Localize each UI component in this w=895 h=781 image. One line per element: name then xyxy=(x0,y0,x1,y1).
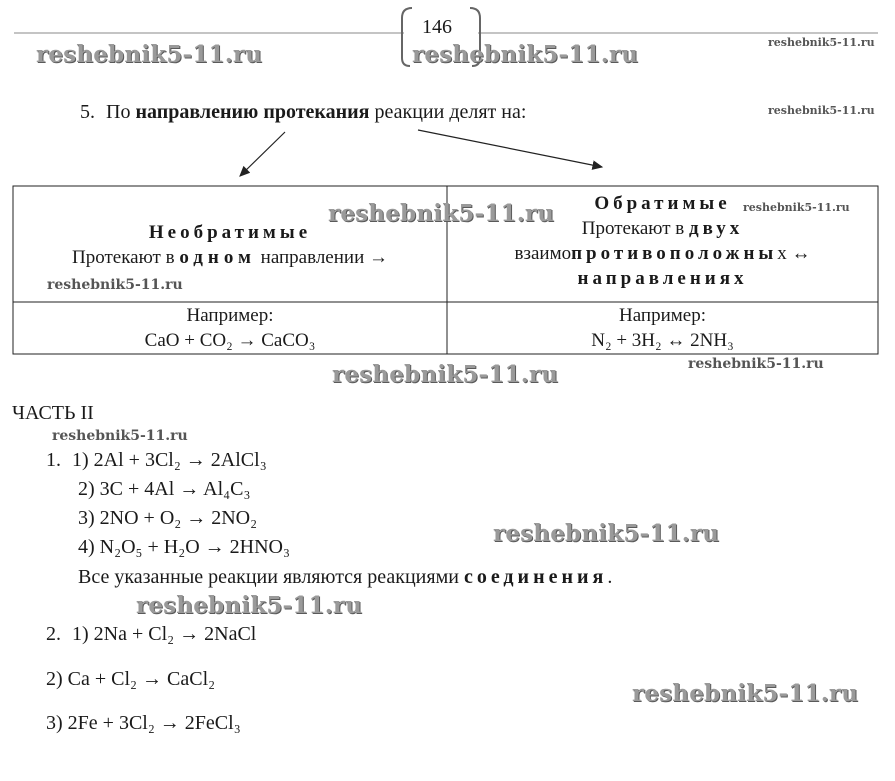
task-2-item: 2) Ca + Cl₂ → CaCl₂ xyxy=(46,668,216,690)
question-text-after: реакции делят на: xyxy=(369,101,527,123)
example-formula: N₂ + 3H₂ ↔ 2NH₃ xyxy=(591,330,734,351)
watermark: reshebnik5-11.ru xyxy=(768,36,875,49)
task-1-item: 1) 2Al + 3Cl₂ → 2AlCl₃ xyxy=(72,449,267,471)
example-label: Например: xyxy=(186,305,274,326)
watermark: reshebnik5-11.ru xyxy=(136,592,363,619)
watermark: reshebnik5-11.ru xyxy=(632,680,859,707)
table-cell-reversible-example xyxy=(447,303,878,353)
question-text-bold: направлению протекания xyxy=(135,101,370,123)
table-cell-irreversible xyxy=(13,220,447,270)
task-1-conclusion: Все указанные реакции являются реакциями соединения. xyxy=(78,566,613,588)
task-1-item: 4) N₂O₅ + H₂O → 2HNO₃ xyxy=(78,536,290,558)
task-2-item: 1) 2Na + Cl₂ → 2NaCl xyxy=(72,623,257,645)
page-number: 146 xyxy=(422,16,452,38)
task-1-item: 3) 2NO + O₂ → 2NO₂ xyxy=(78,507,258,529)
irreversible-title: Необратимые xyxy=(148,222,312,243)
watermark: reshebnik5-11.ru xyxy=(328,200,555,227)
watermark: reshebnik5-11.ru xyxy=(688,356,824,372)
task-2-item: 3) 2Fe + 3Cl₂ → 2FeCl₃ xyxy=(46,712,241,734)
example-formula: CaO + CO₂ → CaCO₃ xyxy=(144,330,316,351)
task-1-item: 2) 3C + 4Al → Al₄C₃ xyxy=(78,478,251,500)
watermark: reshebnik5-11.ru xyxy=(768,104,875,117)
watermark: reshebnik5-11.ru xyxy=(743,201,850,214)
irreversible-description: Протекают в одном направлении → xyxy=(72,247,388,268)
reversible-description-line3: направлениях xyxy=(577,268,748,289)
watermark: reshebnik5-11.ru xyxy=(52,428,188,444)
task-2-number: 2. xyxy=(46,623,61,645)
watermark: reshebnik5-11.ru xyxy=(332,361,559,388)
reversible-title: Обратимые xyxy=(594,193,731,214)
question-text-before: По xyxy=(106,101,136,123)
watermark: reshebnik5-11.ru xyxy=(47,277,183,293)
reversible-description-line2: взаимопротивоположных ↔ xyxy=(514,243,811,264)
watermark: reshebnik5-11.ru xyxy=(412,41,639,68)
task-1-number: 1. xyxy=(46,449,61,471)
reversible-description-line1: Протекают в двух xyxy=(581,218,744,239)
example-label: Например: xyxy=(619,305,706,326)
watermark: reshebnik5-11.ru xyxy=(36,41,263,68)
watermark: reshebnik5-11.ru xyxy=(493,520,720,547)
part-heading: ЧАСТЬ II xyxy=(12,402,94,424)
table-cell-irreversible-example xyxy=(13,303,447,353)
question-number: 5. xyxy=(80,101,95,123)
